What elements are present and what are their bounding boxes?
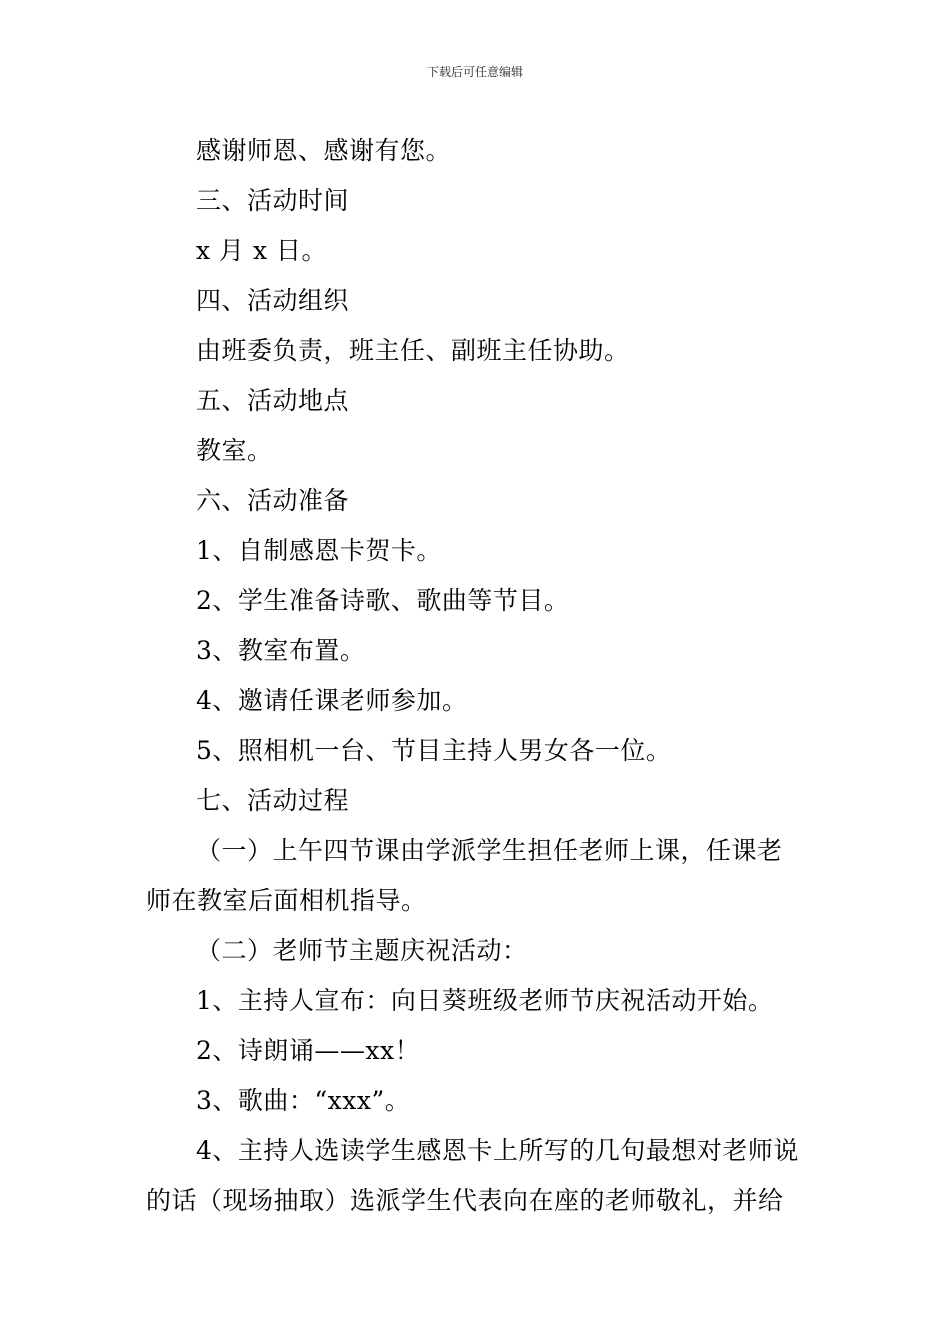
paragraph-line: 教室。: [196, 436, 273, 465]
paragraph-line: 的话（现场抽取）选派学生代表向在座的老师敬礼，并给: [146, 1186, 784, 1215]
paragraph-line: 感谢师恩、感谢有您。: [196, 136, 452, 165]
page-header: 下载后可任意编辑: [426, 65, 523, 79]
paragraph-line: （一）上午四节课由学派学生担任老师上课，任课老: [196, 836, 783, 865]
list-item: 5、照相机一台、节目主持人男女各一位。: [196, 736, 672, 765]
section-heading: 三、活动时间: [196, 186, 350, 215]
list-item: 2、学生准备诗歌、歌曲等节目。: [196, 586, 570, 615]
section-heading: 四、活动组织: [196, 286, 350, 315]
paragraph-line: x 月 x 日。: [196, 236, 328, 265]
section-heading: 七、活动过程: [196, 786, 350, 815]
section-heading: 五、活动地点: [196, 386, 350, 415]
list-item: 4、主持人选读学生感恩卡上所写的几句最想对老师说: [196, 1136, 799, 1165]
list-item: 4、邀请任课老师参加。: [196, 686, 468, 715]
paragraph-line: 师在教室后面相机指导。: [146, 886, 427, 915]
list-item: 3、歌曲：“xxx”。: [196, 1086, 411, 1115]
paragraph-line: （二）老师节主题庆祝活动：: [196, 936, 528, 965]
list-item: 2、诗朗诵——xx！: [196, 1036, 421, 1065]
list-item: 1、自制感恩卡贺卡。: [196, 536, 442, 565]
paragraph-line: 由班委负责，班主任、副班主任协助。: [196, 336, 630, 365]
document-body: [146, 126, 806, 1226]
list-item: 3、教室布置。: [196, 636, 366, 665]
section-heading: 六、活动准备: [196, 486, 350, 515]
list-item: 1、主持人宣布：向日葵班级老师节庆祝活动开始。: [196, 986, 774, 1015]
